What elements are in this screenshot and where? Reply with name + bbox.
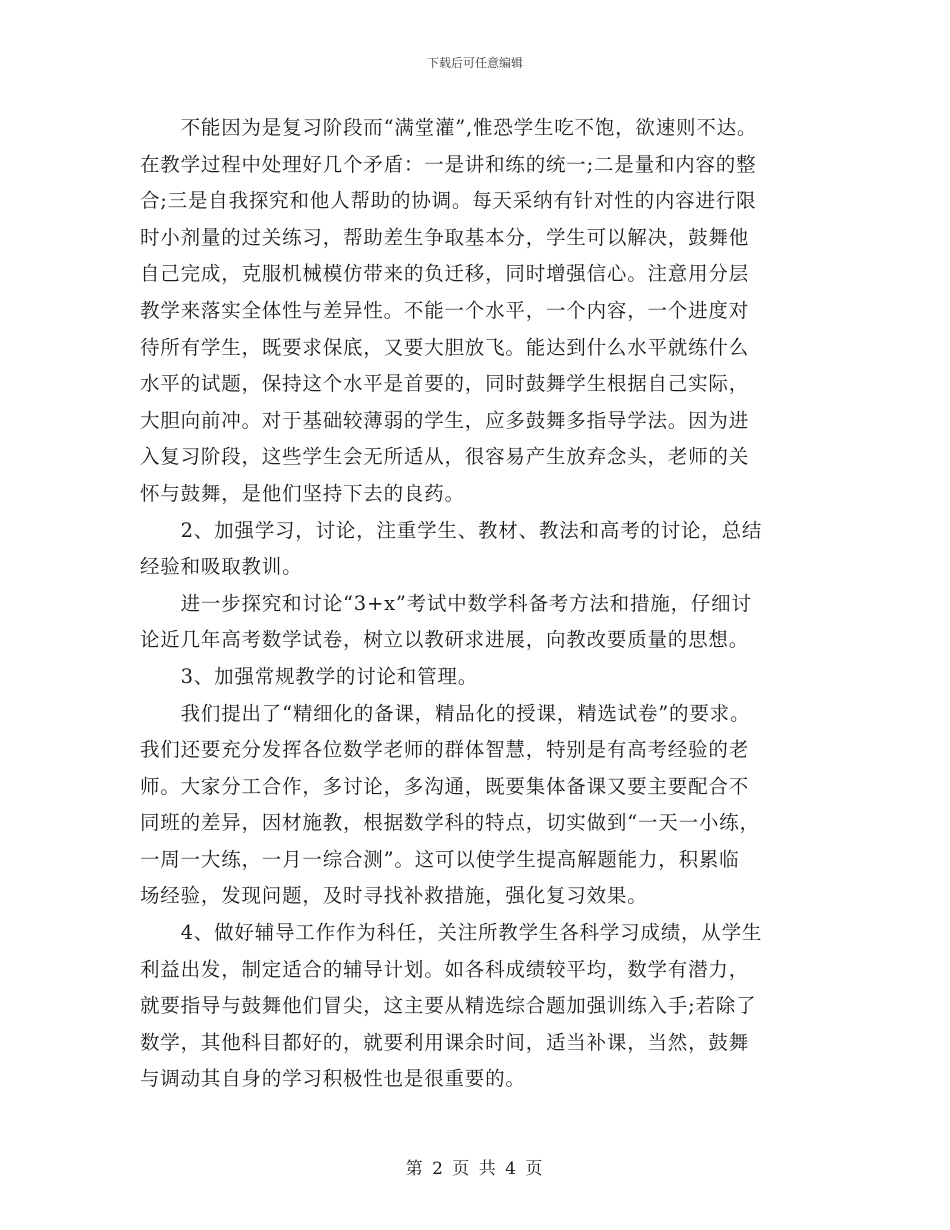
section-heading-2: 2、加强学习，讨论，注重学生、教材、教法和高考的讨论，总结 bbox=[140, 518, 763, 542]
text-line: 场经验，发现问题，及时寻找补救措施，强化复习效果。 bbox=[140, 884, 648, 908]
text-line: 在教学过程中处理好几个矛盾：一是讲和练的统一;二是量和内容的整 bbox=[140, 152, 757, 176]
text-line: 就要指导与鼓舞他们冒尖，这主要从精选综合题加强训练入手;若除了 bbox=[140, 994, 757, 1018]
text-line: 我们提出了“精细化的备课，精品化的授课，精选试卷”的要求。 bbox=[140, 701, 751, 725]
text-line: 师。大家分工合作，多讨论，多沟通，既要集体备课又要主要配合不 bbox=[140, 774, 750, 798]
page-number-footer: 第 2 页 共 4 页 bbox=[405, 1159, 545, 1179]
text-line: 进一步探究和讨论“3+x”考试中数学科备考方法和措施，仔细讨 bbox=[140, 591, 752, 615]
text-line: 与调动其自身的学习积极性也是很重要的。 bbox=[140, 1067, 526, 1091]
document-body bbox=[140, 110, 830, 1098]
text-line: 我们还要充分发挥各位数学老师的群体智慧，特别是有高考经验的老 bbox=[140, 738, 750, 762]
text-line: 待所有学生，既要求保底，又要大胆放飞。能达到什么水平就练什么 bbox=[140, 335, 750, 359]
text-line: 大胆向前冲。对于基础较薄弱的学生，应多鼓舞多指导学法。因为进 bbox=[140, 408, 750, 432]
text-line: 时小剂量的过关练习，帮助差生争取基本分，学生可以解决，鼓舞他 bbox=[140, 225, 750, 249]
section-heading-4: 4、做好辅导工作作为科任，关注所教学生各科学习成绩，从学生 bbox=[140, 921, 763, 945]
text-line: 合;三是自我探究和他人帮助的协调。每天采纳有针对性的内容进行限 bbox=[140, 189, 757, 213]
text-line: 不能因为是复习阶段而“满堂灌”,惟恐学生吃不饱，欲速则不达。 bbox=[140, 116, 758, 139]
text-line: 论近几年高考数学试卷，树立以教研求进展，向教改要质量的思想。 bbox=[140, 628, 750, 652]
text-line: 教学来落实全体性与差异性。不能一个水平，一个内容，一个进度对 bbox=[140, 298, 750, 322]
text-line: 怀与鼓舞，是他们坚持下去的良药。 bbox=[140, 481, 465, 505]
text-line: 数学，其他科目都好的，就要利用课余时间，适当补课，当然，鼓舞 bbox=[140, 1030, 750, 1054]
text-line: 经验和吸取教训。 bbox=[140, 555, 303, 579]
text-line: 水平的试题，保持这个水平是首要的，同时鼓舞学生根据自己实际， bbox=[140, 372, 750, 396]
text-line: 一周一大练，一月一综合测”。这可以使学生提高解题能力，积累临 bbox=[140, 847, 740, 871]
text-line: 利益出发，制定适合的辅导计划。如各科成绩较平均，数学有潜力， bbox=[140, 957, 750, 981]
text-line: 自己完成，克服机械模仿带来的负迁移，同时增强信心。注意用分层 bbox=[140, 262, 750, 286]
text-line: 同班的差异，因材施教，根据数学科的特点，切实做到“一天一小练， bbox=[140, 811, 760, 835]
page-header: 下载后可任意编辑 bbox=[426, 56, 523, 70]
section-heading-3: 3、加强常规教学的讨论和管理。 bbox=[140, 664, 479, 688]
text-line: 入复习阶段，这些学生会无所适从，很容易产生放弃念头，老师的关 bbox=[140, 445, 750, 469]
